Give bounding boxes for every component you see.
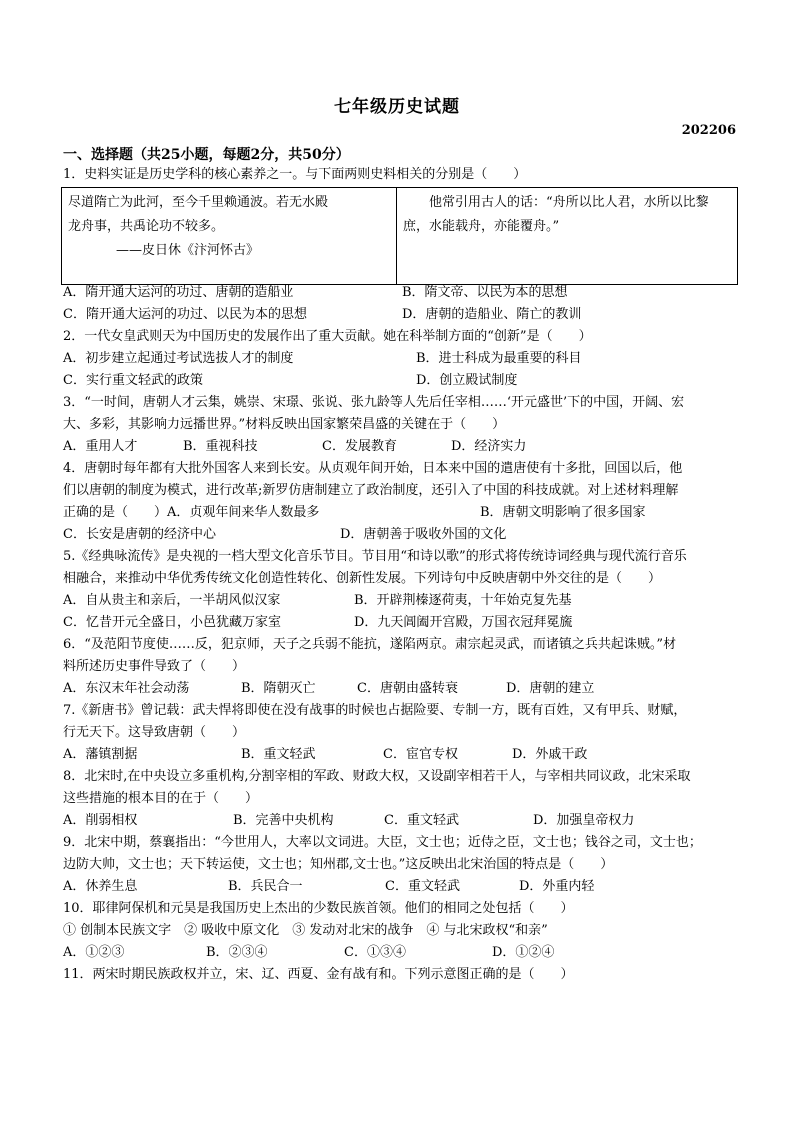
q6-option-c: C．唐朝由盛转衰 bbox=[357, 681, 458, 696]
q2-option-a: A．初步建立起通过考试选拔人才的制度 bbox=[63, 351, 294, 366]
q5-stem-line-2: 相融合，来推动中华优秀传统文化创造性转化、创新性发展。下列诗句中反映唐朝中外交往的是（ ） bbox=[63, 571, 662, 586]
q6-option-b: B．隋朝灭亡 bbox=[241, 681, 316, 696]
q7-option-b: B．重文轻武 bbox=[241, 747, 316, 762]
q4-stem-line-2: 们以唐朝的制度为模式，进行改革;新罗仿唐制建立了政治制度，还引入了中国的科技成就。对上述材料理解 bbox=[63, 483, 679, 498]
q3-stem-line-1: 3．“一时间，唐朝人才云集，姚崇、宋璟、张说、张九龄等人先后任宰相……‘开元盛世’下的中国，开阔、宏 bbox=[63, 395, 685, 410]
q4-stem-line-1: 4．唐朝时每年都有大批外国客人来到长安。从贞观年间开始，日本来中国的遣唐使有十多批，回国以后，他 bbox=[63, 461, 683, 476]
exam-date-code: 202206 bbox=[681, 123, 736, 138]
q5-option-b: B．开辟荆榛逐荷夷，十年始克复先基 bbox=[354, 593, 572, 608]
q2-option-b: B．进士科成为最重要的科目 bbox=[416, 351, 582, 366]
q9-option-a: A．休养生息 bbox=[63, 879, 138, 894]
q1-source-left bbox=[62, 188, 397, 284]
q11-stem: 11．两宋时期民族政权并立，宋、辽、西夏、金有战有和。下列示意图正确的是（ ） bbox=[63, 967, 574, 982]
q10-items: ① 创制本民族文字 ② 吸收中原文化 ③ 发动对北宋的战争 ④ 与北宋政权“和亲” bbox=[63, 923, 548, 938]
q1-poem-citation: ——皮日休《汴河怀古》 bbox=[116, 243, 260, 258]
q10-option-d: D．①②④ bbox=[492, 945, 555, 960]
q2-option-d: D．创立殿试制度 bbox=[416, 373, 518, 388]
q1-source-right: 他常引用古人的话：“舟所以比人君，水所以比黎庶，水能载舟，亦能覆舟。” bbox=[403, 195, 709, 234]
q10-option-b: B．②③④ bbox=[206, 945, 268, 960]
q10-option-a: A．①②③ bbox=[63, 945, 125, 960]
q8-option-d: D．加强皇帝权力 bbox=[533, 813, 635, 828]
q2-stem: 2．一代女皇武则天为中国历史的发展作出了重大贡献。她在科举制方面的“创新”是（ ） bbox=[63, 329, 592, 344]
q1-source-table bbox=[61, 187, 738, 285]
q3-stem-line-2: 大、多彩，其影响力远播世界。”材料反映出国家繁荣昌盛的关键在于（ ） bbox=[63, 417, 506, 432]
q1-poem-line-2: 龙舟事，共禹论功不较多。 bbox=[68, 219, 225, 234]
q6-option-a: A．东汉末年社会动荡 bbox=[63, 681, 190, 696]
q3-option-a: A．重用人才 bbox=[63, 439, 138, 454]
q3-option-d: D．经济实力 bbox=[451, 439, 527, 454]
q6-stem-line-2: 料所述历史事件导致了（ ） bbox=[63, 659, 246, 674]
q8-option-a: A．削弱相权 bbox=[63, 813, 138, 828]
q6-stem-line-1: 6．“及范阳节度使……反，犯京师，天子之兵弱不能抗，遂陷两京。肃宗起灵武，而诸镇之兵共起诛贼。”材 bbox=[63, 637, 677, 652]
q3-option-b: B．重视科技 bbox=[183, 439, 258, 454]
q5-option-a: A．自从贵主和亲后，一半胡风似汉家 bbox=[63, 593, 281, 608]
section-heading: 一、选择题（共25小题，每题2分，共50分） bbox=[63, 147, 350, 163]
q5-option-c: C．忆昔开元全盛日，小邑犹藏万家室 bbox=[63, 615, 281, 630]
q5-option-d: D．九天阊阖开宫殿，万国衣冠拜冕旒 bbox=[354, 615, 573, 630]
q1-option-c: C．隋开通大运河的功过、以民为本的思想 bbox=[63, 307, 307, 322]
q7-option-a: A．藩镇割据 bbox=[63, 747, 138, 762]
q6-option-d: D．唐朝的建立 bbox=[506, 681, 595, 696]
q9-stem-line-1: 9．北宋中期，蔡襄指出：“今世用人，大率以文词进。大臣，文士也；近侍之臣，文士也；钱谷之司，文士也； bbox=[63, 835, 702, 850]
q7-stem-line-1: 7.《新唐书》曾记载：武夫悍将即使在没有战事的时候也占据险要、专制一方，既有百姓，又有甲兵、财赋， bbox=[63, 703, 687, 718]
q1-option-a: A．隋开通大运河的功过、唐朝的造船业 bbox=[63, 285, 294, 300]
q10-stem: 10．耶律阿保机和元昊是我国历史上杰出的少数民族首领。他们的相同之处包括（ ） bbox=[63, 901, 574, 916]
q3-option-c: C．发展教育 bbox=[322, 439, 397, 454]
q7-option-c: C．宦官专权 bbox=[383, 747, 458, 762]
q1-option-d: D．唐朝的造船业、隋亡的教训 bbox=[402, 307, 582, 322]
q4-stem-line-3: 正确的是（ ）A．贞观年间来华人数最多 bbox=[63, 505, 320, 520]
q4-option-c: C．长安是唐朝的经济中心 bbox=[63, 527, 216, 542]
q10-option-c: C．①③④ bbox=[344, 945, 406, 960]
q9-option-c: C．重文轻武 bbox=[385, 879, 460, 894]
q7-stem-line-2: 行无天下。这导致唐朝（ ） bbox=[63, 725, 246, 740]
q8-option-b: B．完善中央机构 bbox=[233, 813, 334, 828]
q9-option-b: B．兵民合一 bbox=[228, 879, 303, 894]
q7-option-d: D．外戚干政 bbox=[512, 747, 588, 762]
q9-option-d: D．外重内轻 bbox=[519, 879, 595, 894]
q5-stem-line-1: 5.《经典咏流传》是央视的一档大型文化音乐节目。节目用“和诗以歌”的形式将传统诗词经典与现代流行音乐 bbox=[63, 549, 687, 564]
q2-option-c: C．实行重文轻武的政策 bbox=[63, 373, 203, 388]
q1-stem: 1．史料实证是历史学科的核心素养之一。与下面两则史料相关的分别是（ ） bbox=[63, 167, 527, 182]
q1-poem-line-1: 尽道隋亡为此河，至今千里赖通波。若无水殿 bbox=[68, 195, 329, 210]
exam-title: 七年级历史试题 bbox=[334, 97, 460, 117]
q4-option-d: D．唐朝善于吸收外国的文化 bbox=[340, 527, 507, 542]
q8-option-c: C．重文轻武 bbox=[384, 813, 459, 828]
q9-stem-line-2: 边防大帅，文士也；天下转运使，文士也；知州郡,文士也。”这反映出北宋治国的特点是（ ） bbox=[63, 857, 614, 872]
q8-stem-line-1: 8．北宋时,在中央设立多重机构,分割宰相的军政、财政大权，又设副宰相若干人，与宰相共同议政，北宋采取 bbox=[63, 769, 691, 784]
q8-stem-line-2: 这些措施的根本目的在于（ ） bbox=[63, 791, 259, 806]
q4-option-b: B．唐朝文明影响了很多国家 bbox=[480, 505, 646, 520]
q1-option-b: B．隋文帝、以民为本的思想 bbox=[402, 285, 568, 300]
